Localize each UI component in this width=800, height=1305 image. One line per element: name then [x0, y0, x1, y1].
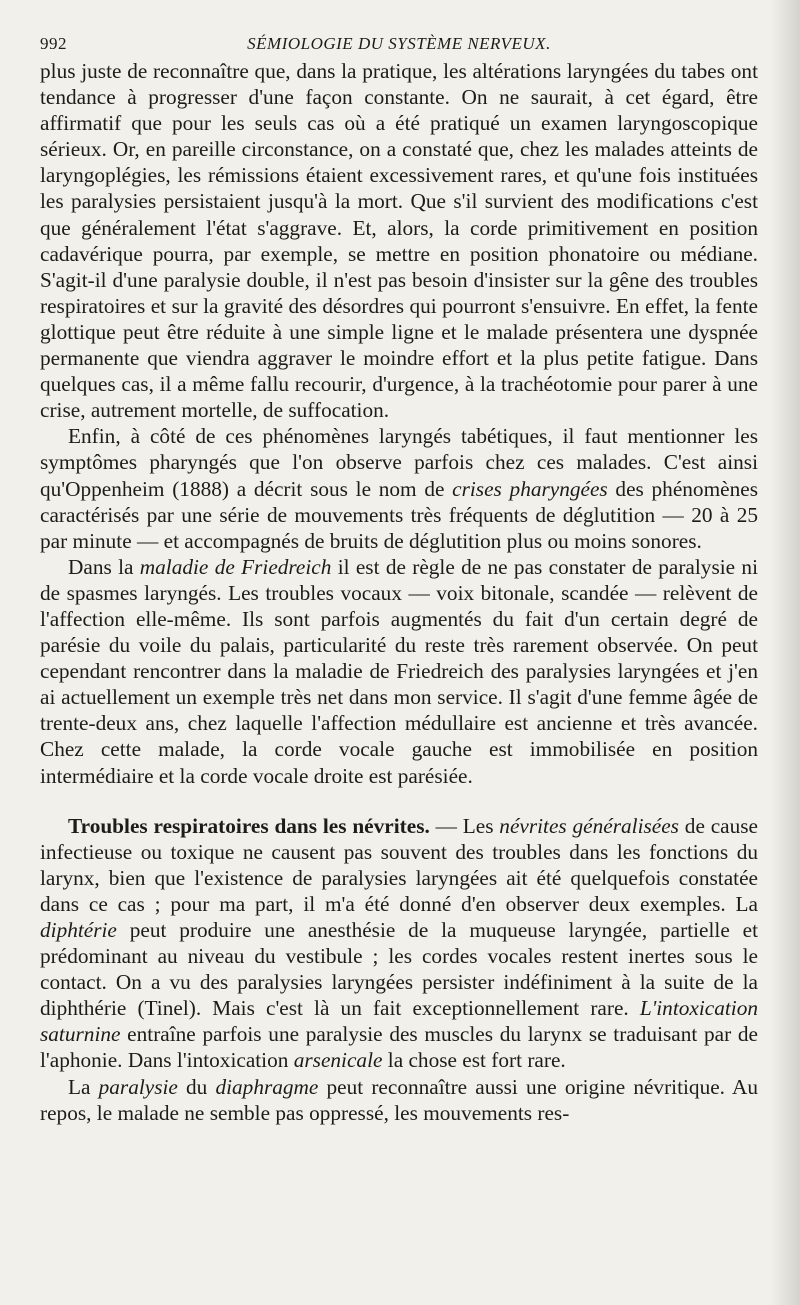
- paragraph-friedreich: Dans la maladie de Friedreich il est de règle de ne pas constater de paralysie ni de spasmes laryngés. Les troubles vocaux — voix bitonale, scandée — relèvent de l'affection elle-même. Ils sont parfois augmentés du fait d'un certain degré de parésie du voile du palais, particularité du reste très rarement observée. On peut cependant rencontrer dans la maladie de Friedreich des paralysies laryngées et j'en ai actuellement un exemple très net dans mon service. Il s'agit d'une femme âgée de trente-deux ans, chez laquelle l'affection médullaire est ancienne et très avancée. Chez cette malade, la corde vocale gauche est immobilisée en position intermédiaire et la corde vocale droite est parésiée.: [40, 554, 758, 788]
- emphasis-text: diphtérie: [40, 918, 117, 942]
- emphasis-text: maladie de Friedreich: [139, 554, 332, 579]
- emphasis-text: névrites généralisées: [499, 813, 679, 838]
- page-edge-shadow: [770, 0, 800, 1305]
- running-header: [40, 28, 758, 58]
- paragraph-diaphragme: La paralysie du diaphragme peut reconnaître aussi une origine névritique. Au repos, le malade ne semble pas oppressé, les mouvements res-: [40, 1074, 758, 1125]
- section-gap: [40, 789, 758, 813]
- emphasis-text: L'intoxication saturnine: [40, 996, 758, 1047]
- emphasis-text: diaphragme: [215, 1074, 319, 1099]
- paragraph-tabes-continuation: plus juste de reconnaître que, dans la pratique, les altérations laryngées du tabes ont tendance à progresser d'une façon constante. On ne saurait, à cet égard, être affirmatif que pour les seuls cas où a été pratiqué un examen laryngoscopique sérieux. Or, en pareille circonstance, on a constaté que, chez les malades atteints de laryngoplégies, les rémissions étaient excessivement rares, et qu'une fois instituées les paralysies persistaient jusqu'à la mort. Que s'il survient des modifications c'est que généralement l'état s'aggrave. Et, alors, la corde primitivement en position cadavérique pourra, par exemple, se mettre en position phonatoire ou médiane. S'agit-il d'une paralysie double, il n'est pas besoin d'insister sur la gêne des troubles respiratoires et sur la gravité des désordres qui pourront s'ensuivre. En effet, la fente glottique peut être réduite à une simple ligne et le malade présentera une dyspnée permanente que viendra aggraver le moindre effort et la plus petite fatigue. Dans quelques cas, il a même fallu recourir, d'urgence, à la trachéotomie pour parer à une crise, autrement mortelle, de suffocation.: [40, 59, 758, 423]
- paragraph-crises-pharyngees: Enfin, à côté de ces phénomènes laryngés tabétiques, il faut mentionner les symptômes pharyngés que l'on observe parfois chez ces malades. C'est ainsi qu'Oppenheim (1888) a décrit sous le nom de crises pharyngées des phénomènes caractérisés par une série de mouvements très fréquents de déglutition — 20 à 25 par minute — et accompagnés de bruits de déglutition plus ou moins sonores.: [40, 424, 758, 553]
- section-heading: Troubles respiratoires dans les névrites.: [68, 813, 430, 838]
- emphasis-text: paralysie: [98, 1074, 178, 1099]
- emphasis-text: crises pharyngées: [452, 476, 608, 501]
- paragraph-nevrites: Troubles respiratoires dans les névrites. — Les névrites généralisées de cause infectieuse ou toxique ne causent pas souvent des troubles dans les fonctions du larynx, bien que l'existence de paralysies laryngées ait été quelquefois constatée dans ce cas ; pour ma part, il m'a été donné d'en observer deux exemples. La diphtérie peut produire une anesthésie de la muqueuse laryngée, partielle et prédominant au niveau du vestibule ; les cordes vocales restent inertes sous le contact. On a vu des paralysies laryngées persister indéfiniment à la suite de la diphthérie (Tinel). Mais c'est là un fait exceptionnellement rare. L'intoxication saturnine entraîne parfois une paralysie des muscles du larynx se traduisant par de l'aphonie. Dans l'intoxication arsenicale la chose est fort rare.: [40, 813, 758, 1073]
- running-title: SÉMIOLOGIE DU SYSTÈME NERVEUX.: [247, 34, 551, 53]
- emphasis-text: arsenicale: [293, 1048, 383, 1073]
- page-number: 992: [40, 34, 67, 53]
